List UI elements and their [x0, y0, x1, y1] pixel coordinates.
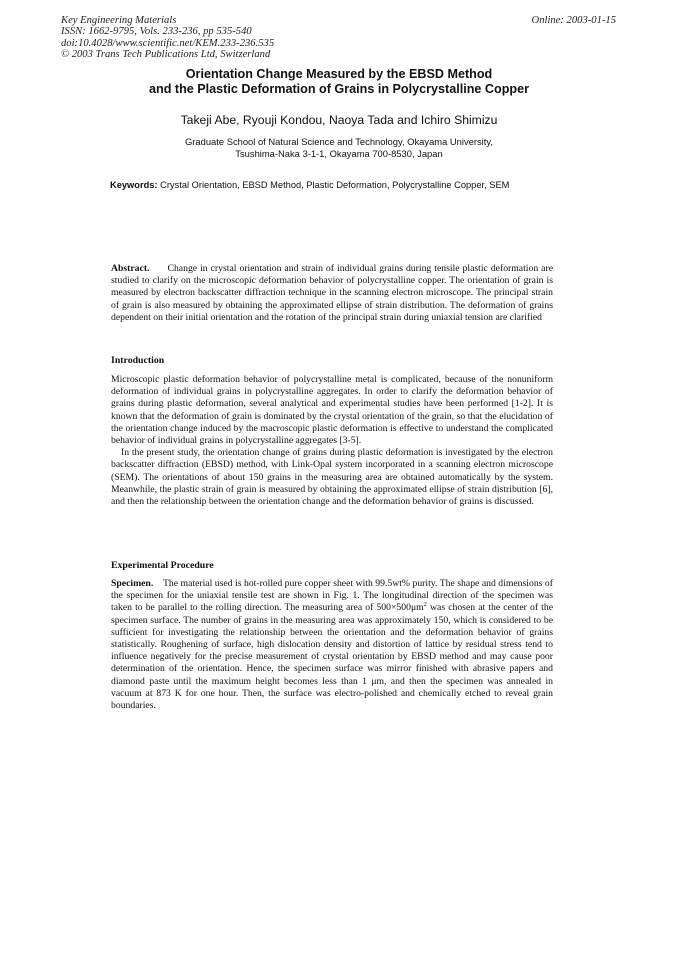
- paper-title: [0, 67, 678, 97]
- copyright-line: © 2003 Trans Tech Publications Ltd, Switzerland: [61, 49, 271, 61]
- introduction-body: [111, 374, 553, 508]
- online-date: Online: 2003-01-15: [531, 15, 616, 26]
- doi-line: doi:10.4028/www.scientific.net/KEM.233-236.535: [61, 37, 275, 49]
- experimental-heading: Experimental Procedure: [111, 560, 214, 571]
- affiliation: [0, 136, 678, 160]
- affiliation-line-1: Graduate School of Natural Science and Technology, Okayama University,: [185, 136, 493, 147]
- abstract-text: Change in crystal orientation and strain of individual grains during tensile plastic deformation are studied to clarify on the microscopic deformation behavior of polycrystalline copper. The orientation of grain is measured by electron backscatter diffraction technique in the scanning electron microscope. The principal strain of grain is also measured by obtaining the approximated ellipse of strain distribution. The deformation of grains dependent on their initial orientation and the rotation of the principal strain during uniaxial tension are clarified: [111, 263, 554, 323]
- specimen-text-a: The material used is hot-rolled pure copper sheet with 99.5wt% purity. The shape and dimensions of the specimen for the uniaxial tensile test are shown in Fig. 1. The longitudinal direction of the specimen was taken to be parallel to the rolling direction. The measuring area of 500×500μm: [111, 578, 553, 614]
- specimen-label: Specimen.: [111, 578, 154, 589]
- abstract-label: Abstract.: [111, 263, 150, 274]
- affiliation-line-2: Tsushima-Naka 3-1-1, Okayama 700-8530, Japan: [235, 148, 443, 160]
- keywords-label: Keywords:: [110, 180, 158, 190]
- introduction-heading: Introduction: [111, 355, 165, 366]
- issn-line: ISSN: 1662-9795, Vols. 233-236, pp 535-540: [61, 26, 252, 38]
- keywords: [110, 180, 509, 190]
- author-list: Takeji Abe, Ryouji Kondou, Naoya Tada and Ichiro Shimizu: [180, 113, 498, 127]
- intro-paragraph-2: In the present study, the orientation change of grains during plastic deformation is investigated by the electron backscatter diffraction (EBSD) method, with Link-Opal system incorporated in a scanning electron microscope (SEM). The orientations of about 150 grains in the measuring area are obtained automatically by the system. Meanwhile, the plastic strain of grain is measured by obtaining the approximated ellipse of strain distribution [6], and then the relationship between the orientation change and the deformation behavior of grains is discussed.: [111, 447, 553, 508]
- journal-name: Key Engineering Materials: [61, 15, 177, 26]
- keywords-text: Crystal Orientation, EBSD Method, Plastic Deformation, Polycrystalline Copper, SEM: [160, 180, 510, 190]
- experimental-body: [111, 578, 553, 712]
- superscript-2: 2: [423, 601, 427, 609]
- title-line-2: and the Plastic Deformation of Grains in Polycrystalline Copper: [149, 82, 529, 96]
- title-line-1: Orientation Change Measured by the EBSD Method: [185, 67, 493, 81]
- intro-paragraph-1: Microscopic plastic deformation behavior of polycrystalline metal is complicated, because of the nonuniform deformation of individual grains in polycrystalline aggregates. In order to clarify the deformation behavior of grains during plastic deformation, several analytical and experimental studies have been performed [1-2]. It is known that the deformation of grain is dominated by the crystal orientation of the grain, so that the elucidation of the orientation change induced by the macroscopic plastic deformation is effective to understand the complicated behavior of individual grains in polycrystalline aggregates [3-5].: [111, 374, 553, 447]
- journal-header: [61, 15, 274, 61]
- specimen-text-b: was chosen at the center of the specimen surface. The number of grains in the measuring area was approximately 150, which is considered to be sufficient for investigating the relationship between the orientation and the deformation behavior of grains statistically. Roughening of surface, high dislocation density and distortion of lattice by residual stress tend to influence negatively for the precise measurement of crystal orientation by EBSD method and may cause poor determination of the orientation. Hence, the specimen surface was mirror finished with abrasive papers and diamond paste until the maximum height becomes less than 1 μm, and then the specimen was annealed in vacuum at 873 K for one hour. Then, the surface was electro-polished and chemically etched to reveal grain boundaries.: [111, 602, 553, 712]
- abstract: [111, 263, 553, 324]
